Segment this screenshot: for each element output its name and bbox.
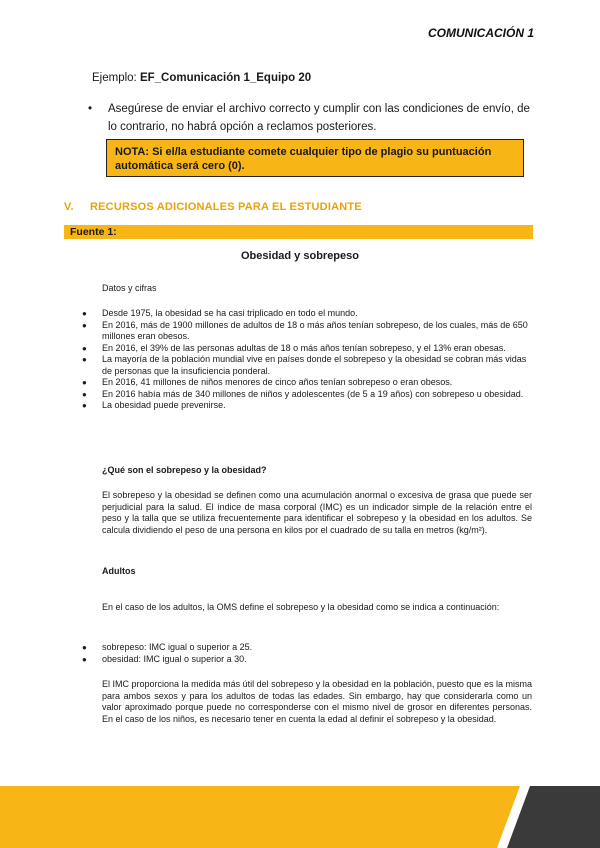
definition-paragraph: El sobrepeso y la obesidad se definen como una acumulación anormal o excesiva de grasa que puede ser perjudicial para la salud. El índice de masa corporal (IMC) es un indicador simple de la relación entre el peso y la talla que se utiliza frecuentemente para identificar el sobrepeso y la obesidad en los adultos. Se calcula dividiendo el peso de una persona en kilos por el cuadrado de su talla en metros (kg/m²). bbox=[102, 490, 532, 535]
bullet-icon: ● bbox=[82, 643, 87, 652]
imc-paragraph: El IMC proporciona la medida más útil del sobrepeso y la obesidad en la población, puesto que es la misma para ambos sexos y para los adultos de todas las edades. Sin embargo, hay que considerarla como un valor aproximado porque puede no corresponderse con el mismo nivel de grosor en diferentes personas. En el caso de los niños, es necesario tener en cuenta la edad al definir el sobrepeso y la obesidad. bbox=[102, 679, 532, 724]
list-item: ● Desde 1975, la obesidad se ha casi triplicado en todo el mundo. bbox=[82, 308, 358, 318]
source-label: Fuente 1: bbox=[64, 225, 533, 239]
bullet-icon: ● bbox=[82, 309, 87, 318]
bullet-icon: ● bbox=[82, 654, 87, 664]
bullet-icon: ● bbox=[82, 401, 87, 410]
adults-heading: Adultos bbox=[102, 566, 136, 576]
bullet-icon: ● bbox=[82, 320, 87, 330]
section-heading bbox=[64, 201, 362, 213]
list-item: ● obesidad: IMC igual o superior a 30. bbox=[82, 653, 247, 664]
bullet-icon: ● bbox=[82, 378, 87, 387]
footer-yellow-band bbox=[0, 786, 520, 848]
list-item: ● La mayoría de la población mundial vive en países donde el sobrepeso y la obesidad se cobran más vidas de personas que la insuficiencia ponderal. bbox=[82, 354, 527, 376]
instruction-text: Asegúrese de enviar el archivo correcto y cumplir con las condiciones de envío, de lo contrario, no habrá opción a reclamos posteriores. bbox=[108, 103, 530, 133]
list-item: ● sobrepeso: IMC igual o superior a 25. bbox=[82, 642, 253, 652]
section-title: RECURSOS ADICIONALES PARA EL ESTUDIANTE bbox=[90, 201, 362, 213]
imc-list bbox=[82, 642, 532, 665]
footer-dark-band bbox=[507, 786, 600, 848]
list-item: ● La obesidad puede prevenirse. bbox=[82, 400, 226, 410]
footer-decoration bbox=[0, 786, 600, 848]
list-item: ● En 2016, 41 millones de niños menores de cinco años tenían sobrepeso o eran obesos. bbox=[82, 377, 453, 387]
datos-label: Datos y cifras bbox=[102, 283, 157, 293]
question-heading: ¿Qué son el sobrepeso y la obesidad? bbox=[102, 465, 267, 475]
course-title: COMUNICACIÓN 1 bbox=[427, 26, 534, 40]
bullet-icon: ● bbox=[82, 355, 87, 364]
adults-paragraph: En el caso de los adultos, la OMS define el sobrepeso y la obesidad como se indica a continuación: bbox=[102, 602, 500, 612]
list-item: ● En 2016, más de 1900 millones de adultos de 18 o más años tenían sobrepeso, de los cuales, más de 650 millones eran obesos. bbox=[82, 319, 528, 341]
bullet-icon: ● bbox=[82, 389, 87, 399]
list-item: ● En 2016 había más de 340 millones de niños y adolescentes (de 5 a 19 años) con sobrepeso u obesidad. bbox=[82, 388, 524, 399]
instruction-bullet bbox=[88, 100, 538, 136]
document-title: Obesidad y sobrepeso bbox=[241, 250, 359, 262]
facts-list bbox=[82, 308, 534, 412]
bullet-icon: • bbox=[88, 103, 93, 115]
example-prefix: Ejemplo: bbox=[92, 72, 140, 84]
bullet-icon: ● bbox=[82, 343, 87, 353]
example-value: EF_Comunicación 1_Equipo 20 bbox=[139, 72, 312, 84]
plagiarism-warning: NOTA: Si el/la estudiante comete cualquier tipo de plagio su puntuación automática será cero (0). bbox=[106, 139, 524, 177]
section-number: V. bbox=[64, 201, 74, 213]
list-item: ● En 2016, el 39% de las personas adultas de 18 o más años tenían sobrepeso, y el 13% eran obesas. bbox=[82, 342, 506, 353]
example-line bbox=[92, 72, 311, 84]
